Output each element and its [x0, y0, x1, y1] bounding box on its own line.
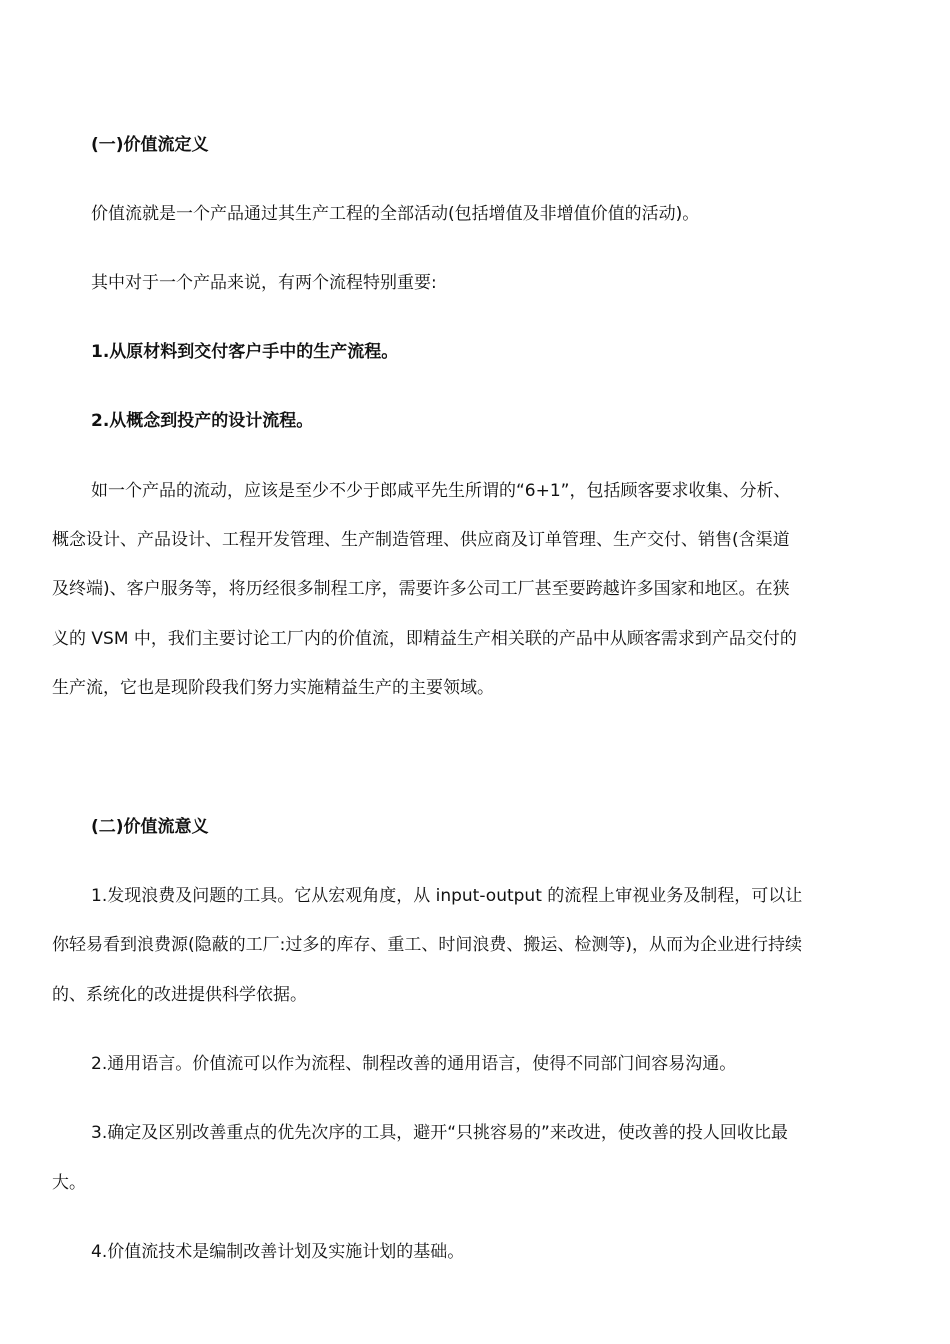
significance-item-4: 4.价值流技术是编制改善计划及实施计划的基础。: [91, 1242, 465, 1262]
significance-item-3-line: 大。: [52, 1173, 86, 1193]
section-heading-significance: (二)价值流意义: [91, 817, 209, 837]
significance-item-2: 2.通用语言。价值流可以作为流程、制程改善的通用语言，使得不同部门间容易沟通。: [91, 1054, 737, 1074]
value-stream-paragraph-line: 及终端)、客户服务等，将历经很多制程工序，需要许多公司工厂甚至要跨越许多国家和地区。在狭: [52, 579, 790, 599]
intro-paragraph: 其中对于一个产品来说，有两个流程特别重要:: [91, 273, 437, 293]
significance-item-1-line: 1.发现浪费及问题的工具。它从宏观角度，从 input-output 的流程上审视业务及制程，可以让: [91, 886, 803, 906]
significance-item-1-line: 你轻易看到浪费源(隐蔽的工厂:过多的库存、重工、时间浪费、搬运、检测等)，从而为企业进行持续: [52, 935, 802, 955]
value-stream-paragraph-line: 义的 VSM 中，我们主要讨论工厂内的价值流，即精益生产相关联的产品中从顾客需求到产品交付的: [52, 629, 797, 649]
process-point-1: 1.从原材料到交付客户手中的生产流程。: [91, 342, 399, 362]
process-point-2: 2.从概念到投产的设计流程。: [91, 411, 314, 431]
section-heading-definition: (一)价值流定义: [91, 135, 209, 155]
significance-item-1-line: 的、系统化的改进提供科学依据。: [52, 985, 307, 1005]
value-stream-paragraph-line: 概念设计、产品设计、工程开发管理、生产制造管理、供应商及订单管理、生产交付、销售(含渠道: [52, 530, 790, 550]
definition-paragraph: 价值流就是一个产品通过其生产工程的全部活动(包括增值及非增值价值的活动)。: [91, 204, 700, 224]
value-stream-paragraph-line: 生产流，它也是现阶段我们努力实施精益生产的主要领域。: [52, 678, 494, 698]
value-stream-paragraph-line: 如一个产品的流动，应该是至少不少于郎咸平先生所谓的“6+1”，包括顾客要求收集、分析、: [91, 481, 791, 501]
significance-item-3-line: 3.确定及区别改善重点的优先次序的工具，避开“只挑容易的”来改进，使改善的投人回收比最: [91, 1123, 788, 1143]
